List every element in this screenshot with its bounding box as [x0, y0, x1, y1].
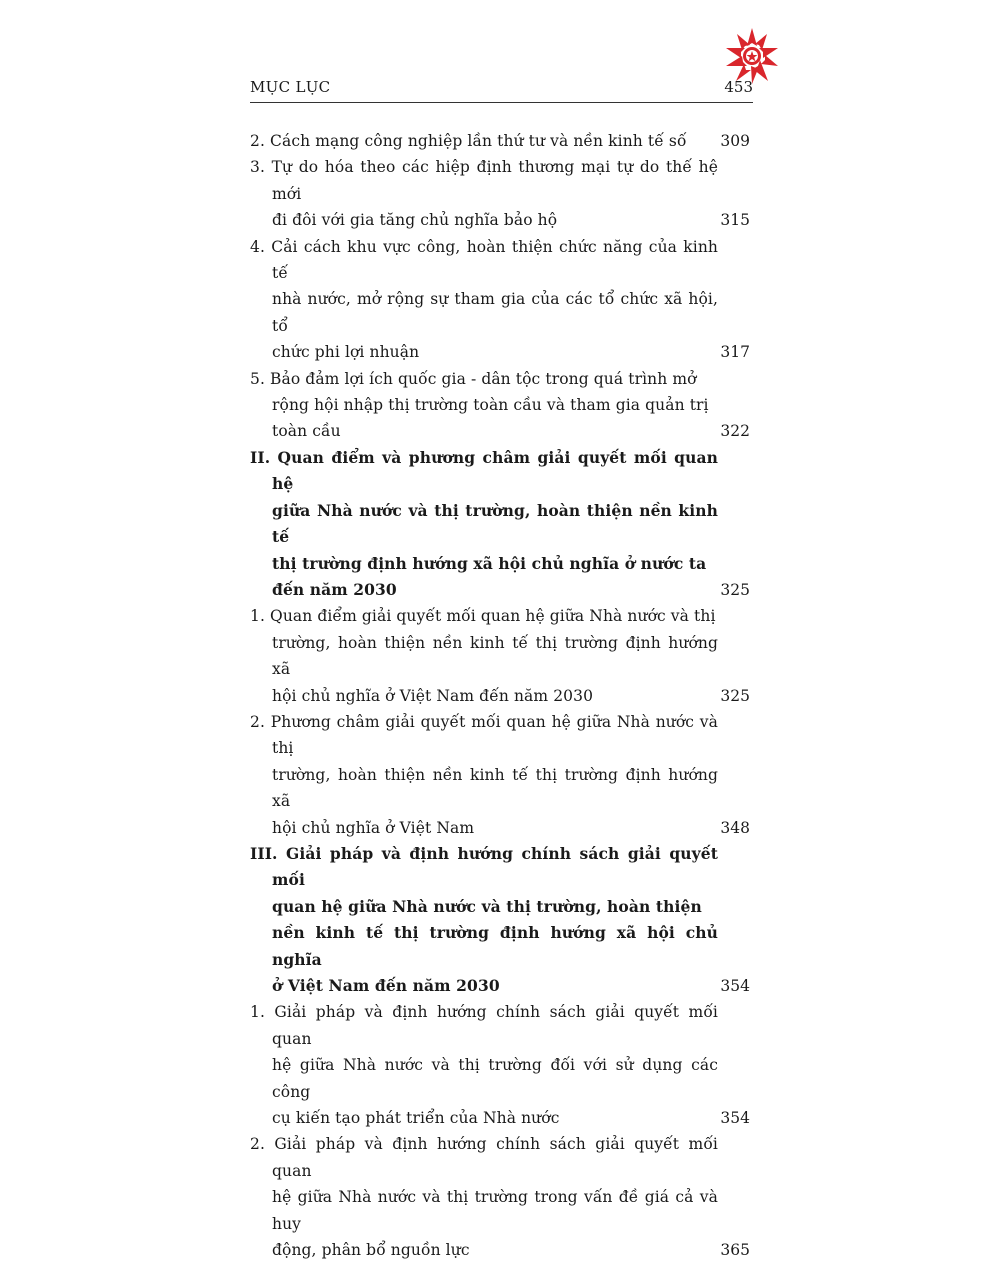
star-emblem-icon [722, 26, 782, 86]
toc-entry-page: 322 [720, 422, 750, 441]
toc-section-title: III. Giải pháp và định hướng chính sách giải quyết mối quan hệ giữa Nhà nước và thị trường, hoàn thiện nền kinh tế thị trường định hướng xã hội chủ nghĩa ở Việt Nam đến năm 2030 [250, 843, 718, 995]
toc-entry-page: 315 [720, 211, 750, 230]
toc-entry-title: 4. Cải cách khu vực công, hoàn thiện chức năng của kinh tế nhà nước, mở rộng sự tham gia của các tổ chức xã hội, tổ chức phi lợi nhuận [250, 237, 718, 362]
toc-entry[interactable] [250, 366, 750, 445]
toc-entry-page: 309 [720, 132, 750, 150]
toc-entry[interactable] [250, 154, 750, 233]
toc-section-entry[interactable] [250, 841, 750, 999]
toc-entry-title: 3. Tự do hóa theo các hiệp định thương mại tự do thế hệ mới đi đôi với gia tăng chủ nghĩa bảo hộ [250, 158, 718, 230]
running-header [250, 78, 753, 103]
toc-entry-page: 317 [720, 343, 750, 362]
toc-section-title: II. Quan điểm và phương châm giải quyết mối quan hệ giữa Nhà nước và thị trường, hoàn thiện nền kinh tế thị trường định hướng xã hội chủ nghĩa ở nước ta đến năm 2030 [250, 447, 718, 599]
header-page-number: 453 [724, 78, 753, 96]
toc-entry-page: 325 [720, 686, 750, 705]
toc-entry-page: 325 [720, 580, 750, 599]
toc-entry[interactable] [250, 128, 750, 154]
header-title: MỤC LỤC [250, 78, 331, 96]
table-of-contents [250, 128, 750, 1263]
toc-entry[interactable] [250, 603, 750, 709]
toc-entry-page: 348 [720, 818, 750, 837]
toc-section-entry[interactable] [250, 445, 750, 603]
toc-entry-title: 2. Phương châm giải quyết mối quan hệ giữa Nhà nước và thị trường, hoàn thiện nền kinh tế thị trường định hướng xã hội chủ nghĩa ở Việt Nam [250, 712, 718, 837]
toc-entry[interactable] [250, 999, 750, 1131]
toc-entry-title: 5. Bảo đảm lợi ích quốc gia - dân tộc trong quá trình mở rộng hội nhập thị trường toàn cầu và tham gia quản trị toàn cầu [250, 369, 709, 441]
toc-entry-title: 2. Cách mạng công nghiệp lần thứ tư và nền kinh tế số [250, 132, 687, 150]
toc-entry-title: 2. Giải pháp và định hướng chính sách giải quyết mối quan hệ giữa Nhà nước và thị trường trong vấn đề giá cả và huy động, phân bổ nguồn lực [250, 1135, 718, 1260]
toc-entry-title: 1. Quan điểm giải quyết mối quan hệ giữa Nhà nước và thị trường, hoàn thiện nền kinh tế thị trường định hướng xã hội chủ nghĩa ở Việt Nam đến năm 2030 [250, 607, 718, 705]
toc-entry-page: 365 [720, 1241, 750, 1260]
toc-entry[interactable] [250, 709, 750, 841]
toc-entry[interactable] [250, 234, 750, 366]
toc-entry-title: 1. Giải pháp và định hướng chính sách giải quyết mối quan hệ giữa Nhà nước và thị trường đối với sử dụng các công cụ kiến tạo phát triển của Nhà nước [250, 1003, 718, 1128]
toc-entry-page: 354 [720, 977, 750, 995]
toc-entry-page: 354 [720, 1109, 750, 1128]
toc-entry[interactable] [250, 1131, 750, 1263]
